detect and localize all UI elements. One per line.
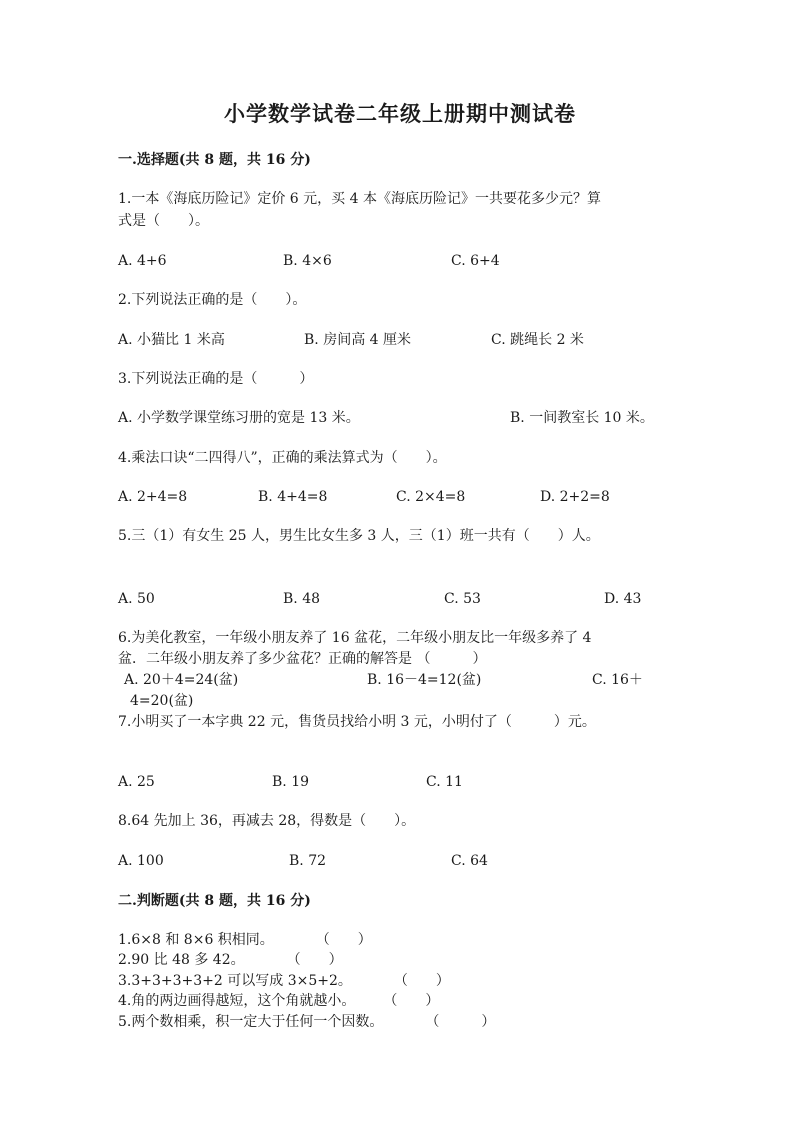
question-4-line-1: 4.乘法口诀“二四得八”，正确的乘法算式为（ ）。: [118, 450, 447, 466]
question-4-option-d: D. 2+2=8: [540, 489, 610, 505]
section-heading-judgement: 二.判断题(共 8 题，共 16 分): [118, 893, 311, 909]
question-2-option-b: B. 房间高 4 厘米: [304, 332, 411, 348]
question-2-option-a: A. 小猫比 1 米高: [118, 332, 225, 348]
judgement-item-2: 2.90 比 48 多 42。 （ ）: [118, 952, 343, 968]
question-5-option-d: D. 43: [604, 591, 642, 607]
question-2-option-c: C. 跳绳长 2 米: [491, 332, 584, 348]
question-8-option-b: B. 72: [289, 853, 327, 869]
question-1-option-b: B. 4×6: [283, 253, 332, 269]
question-8-option-c: C. 64: [451, 853, 488, 869]
question-7-option-b: B. 19: [272, 774, 310, 790]
question-1-option-a: A. 4+6: [118, 253, 167, 269]
question-4-option-c: C. 2×4=8: [396, 489, 466, 505]
judgement-item-3: 3.3+3+3+3+2 可以写成 3×5+2。 （ ）: [118, 973, 450, 989]
question-5-option-b: B. 48: [283, 591, 321, 607]
question-5-line-1: 5.三（1）有女生 25 人，男生比女生多 3 人，三（1）班一共有（ ）人。: [118, 528, 600, 544]
question-4-option-b: B. 4+4=8: [258, 489, 328, 505]
question-2-line-1: 2.下列说法正确的是（ ）。: [118, 292, 307, 308]
question-6-line-3: 4=20(盆): [130, 693, 194, 709]
question-1-option-c: C. 6+4: [451, 253, 500, 269]
question-1-line-2: 式是（ ）。: [118, 213, 209, 229]
question-3-option-a: A. 小学数学课堂练习册的宽是 13 米。: [118, 410, 360, 426]
question-8-option-a: A. 100: [118, 853, 164, 869]
question-6-option-a: A. 20＋4=24(盆): [124, 672, 239, 688]
question-1-line-1: 1.一本《海底历险记》定价 6 元，买 4 本《海底历险记》一共要花多少元？算: [118, 191, 601, 207]
question-5-option-c: C. 53: [444, 591, 481, 607]
section-heading-choice: 一.选择题(共 8 题，共 16 分): [118, 152, 311, 168]
question-3-line-1: 3.下列说法正确的是（ ）: [118, 371, 314, 387]
question-3-option-b: B. 一间教室长 10 米。: [510, 410, 654, 426]
question-7-line-1: 7.小明买了一本字典 22 元，售货员找给小明 3 元，小明付了（ ）元。: [118, 714, 596, 730]
question-5-option-a: A. 50: [118, 591, 155, 607]
page-title: 小学数学试卷二年级上册期中测试卷: [224, 101, 576, 126]
question-7-option-c: C. 11: [426, 774, 463, 790]
question-6-line-1: 6.为美化教室，一年级小朋友养了 16 盆花，二年级小朋友比一年级多养了 4: [118, 630, 592, 646]
judgement-item-4: 4.角的两边画得越短，这个角就越小。 （ ）: [118, 993, 440, 1009]
judgement-item-5: 5.两个数相乘，积一定大于任何一个因数。 （ ）: [118, 1014, 496, 1030]
question-4-option-a: A. 2+4=8: [118, 489, 188, 505]
question-6-option-b: B. 16－4=12(盆): [367, 672, 482, 688]
question-8-line-1: 8.64 先加上 36，再减去 28，得数是（ ）。: [118, 813, 416, 829]
question-7-option-a: A. 25: [118, 774, 155, 790]
question-6-line-2: 盆．二年级小朋友养了多少盆花？正确的解答是 （ ）: [118, 651, 487, 667]
judgement-item-1: 1.6×8 和 8×6 积相同。 （ ）: [118, 932, 372, 948]
question-6-option-c: C. 16＋: [592, 672, 643, 688]
